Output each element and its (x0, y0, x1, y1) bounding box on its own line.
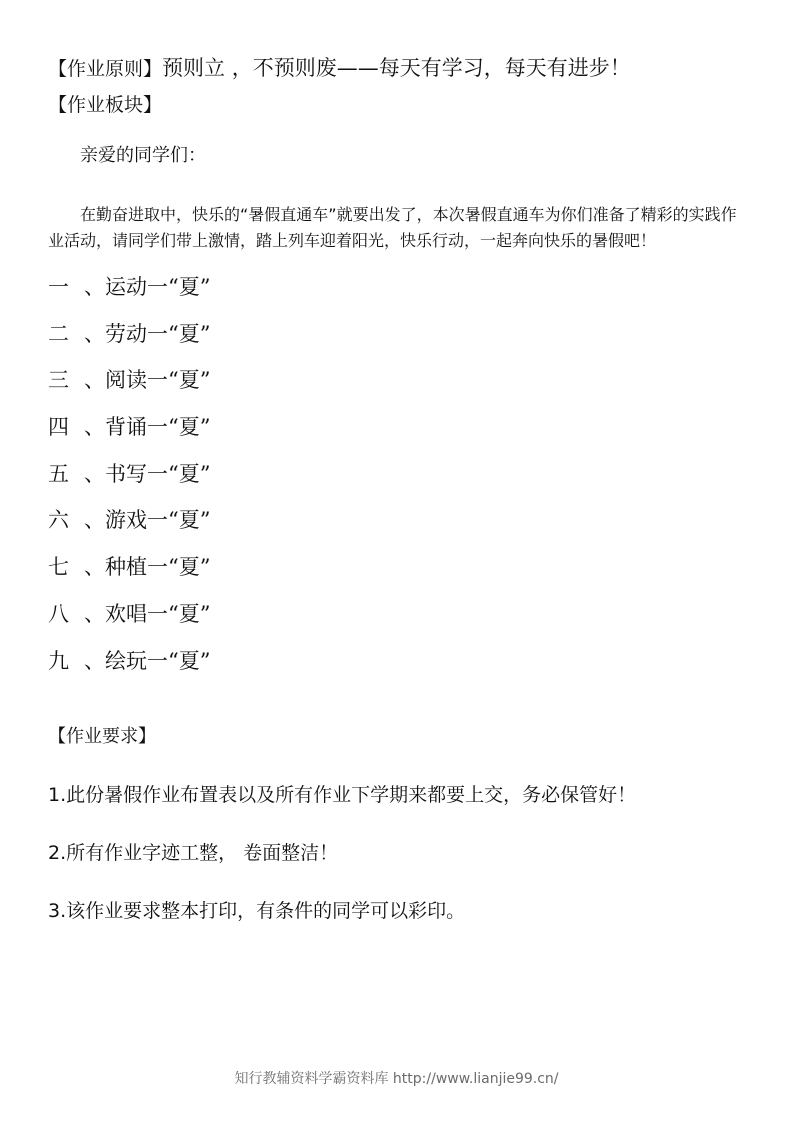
requirement-item: 3.该作业要求整本打印，有条件的同学可以彩印。 (48, 900, 466, 922)
activity-label: 、背诵一“夏” (84, 415, 211, 440)
activity-item (48, 552, 210, 599)
activity-label: 、运动一“夏” (84, 275, 211, 299)
activity-number: 二 (48, 321, 69, 346)
activity-list (48, 272, 210, 692)
intro-paragraph: 在勤奋进取中，快乐的“暑假直通车”就要出发了，本次暑假直通车为你们准备了精彩的实践作业活动，请同学们带上激情，踏上列车迎着阳光，快乐行动，一起奔向快乐的暑假吧！ (48, 205, 737, 250)
principle-text: 预则立 ，不预则废——每天有学习，每天有进步！ (162, 56, 631, 80)
requirement-item: 2.所有作业字迹工整， 卷面整洁！ (48, 842, 339, 864)
activity-label: 、游戏一“夏” (84, 508, 211, 533)
footer-watermark: 知行教辅资料学霸资料库 http://www.lianjie99.cn/ (234, 1071, 559, 1087)
activity-item (48, 319, 210, 366)
activity-number: 三 (48, 368, 69, 393)
activity-label: 、欢唱一“夏” (84, 601, 211, 626)
activity-number: 一 (48, 275, 69, 299)
activity-item (48, 505, 210, 552)
requirements-title: 【作业要求】 (48, 726, 156, 747)
activity-number: 六 (48, 508, 69, 533)
activity-number: 四 (48, 415, 69, 440)
activity-number: 八 (48, 601, 69, 626)
activity-item (48, 272, 210, 319)
activity-item (48, 646, 210, 693)
activity-label: 、书写一“夏” (84, 461, 211, 486)
activity-label: 、阅读一“夏” (84, 368, 211, 393)
requirement-item: 1.此份暑假作业布置表以及所有作业下学期来都要上交，务必保管好！ (48, 784, 637, 806)
board-section-title: 【作业板块】 (48, 94, 163, 116)
activity-item (48, 459, 210, 506)
activity-label: 、种植一“夏” (84, 555, 211, 580)
principle-label: 【作业原则】 (48, 58, 163, 80)
activity-item (48, 599, 210, 646)
activity-item (48, 412, 210, 459)
principle-line (48, 52, 631, 82)
activity-number: 五 (48, 461, 69, 486)
activity-label: 、绘玩一“夏” (84, 648, 211, 673)
greeting: 亲爱的同学们： (80, 145, 206, 166)
activity-label: 、劳动一“夏” (84, 321, 211, 346)
activity-number: 九 (48, 648, 69, 673)
activity-item (48, 365, 210, 412)
activity-number: 七 (48, 555, 69, 580)
